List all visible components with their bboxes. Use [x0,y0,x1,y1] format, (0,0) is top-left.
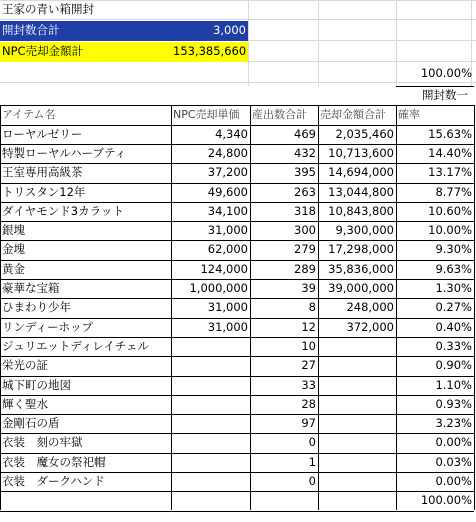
sale-total-cell[interactable]: 10,713,600 [328,145,394,160]
sale-total-cell[interactable] [318,453,396,472]
output-count-cell[interactable]: 0 [308,435,316,450]
table-row [0,221,476,240]
item-name-cell[interactable]: 王室専用高級茶 [2,165,83,180]
title-row [0,0,476,19]
npc-price-cell[interactable]: 31,000 [207,319,248,334]
output-count-cell[interactable]: 0 [308,474,316,488]
item-name-cell[interactable]: 金剛石の盾 [2,416,60,431]
output-count-cell[interactable]: 395 [294,165,316,180]
rate-cell[interactable]: 9.63% [435,261,472,276]
sale-total-cell[interactable] [318,395,396,414]
sale-total-cell[interactable] [318,433,396,452]
rate-cell[interactable]: 9.30% [435,242,472,257]
item-name-cell[interactable]: ローヤルゼリー [2,126,83,141]
header-rate[interactable]: 確率 [398,108,420,122]
summary-open-count-row [0,21,476,41]
row-divider [0,511,474,512]
table-row [0,144,476,163]
row-divider [0,453,474,454]
table-row [0,202,476,221]
row-divider [0,472,474,473]
open-count-value[interactable]: 3,000 [171,21,248,41]
output-count-cell[interactable]: 279 [294,242,316,257]
rate-cell[interactable]: 8.77% [435,184,472,199]
column-divider [171,105,172,510]
output-count-cell[interactable]: 33 [301,377,316,392]
table-row [0,414,476,433]
rate-cell[interactable]: 0.40% [435,319,472,334]
row-divider [0,395,474,396]
npc-price-cell[interactable]: 31,000 [207,300,248,315]
npc-price-cell[interactable] [171,337,250,356]
row-divider [0,240,474,241]
rate-cell[interactable]: 0.93% [435,396,472,411]
sale-total-cell[interactable]: 14,694,000 [328,165,394,180]
npc-price-cell[interactable] [171,414,250,433]
output-count-cell[interactable]: 28 [301,396,316,411]
npc-price-cell[interactable]: 62,000 [207,242,248,257]
summary-npc-total-row [0,42,476,62]
row-divider [0,414,474,415]
item-name-cell[interactable]: 輝く聖水 [2,396,48,411]
item-name-cell[interactable]: 城下町の地図 [2,377,71,392]
rate-cell[interactable]: 1.10% [435,377,472,392]
rate-cell[interactable]: 13.17% [428,165,472,180]
table-row [0,356,476,375]
bottom-percent-row [0,491,476,510]
npc-price-cell[interactable]: 1,000,000 [189,281,248,295]
row-divider [0,183,474,184]
sale-total-cell[interactable]: 372,000 [346,319,394,334]
row-divider [0,376,474,377]
rate-cell[interactable]: 0.00% [435,474,472,488]
output-count-cell[interactable]: 12 [301,319,316,334]
row-divider [0,491,474,492]
column-divider [396,105,397,510]
npc-price-cell[interactable] [171,433,250,452]
rate-cell[interactable]: 10.00% [428,223,472,238]
table-row [0,183,476,202]
row-divider [0,318,474,319]
rate-cell[interactable]: 3.23% [435,416,472,431]
sale-total-cell[interactable] [318,337,396,356]
item-name-cell[interactable]: ひまわり少年 [2,300,71,315]
item-table [0,86,476,522]
row-divider [0,125,474,126]
column-divider [474,105,475,510]
table-row [0,125,476,144]
column-divider [318,105,319,510]
output-count-cell[interactable]: 97 [301,416,316,431]
top-percent-row [0,64,476,84]
npc-price-cell[interactable] [171,453,250,472]
row-divider [0,433,474,434]
rate-cell[interactable]: 10.60% [428,203,472,218]
row-divider [0,356,474,357]
npc-price-cell[interactable] [171,376,250,395]
item-name-cell[interactable]: 特製ローヤルハーブティ [2,145,127,160]
npc-price-cell[interactable]: 4,340 [215,126,248,141]
npc-price-cell[interactable] [171,395,250,414]
header-sale-total[interactable]: 売却金額合計 [320,108,386,122]
open-count-label[interactable]: 開封数合計 [0,21,171,41]
header-npc-price[interactable]: NPC売却単価 [173,108,240,122]
top-percent[interactable]: 100.00% [420,66,472,80]
output-count-cell[interactable]: 27 [301,358,316,373]
output-count-cell[interactable]: 289 [294,261,316,276]
table-row [0,279,476,298]
rate-cell[interactable]: 0.00% [435,435,472,450]
npc-price-cell[interactable]: 31,000 [207,223,248,238]
output-count-cell[interactable]: 263 [294,184,316,199]
rate-cell[interactable]: 0.90% [435,358,472,373]
sale-total-cell[interactable]: 2,035,460 [335,126,394,141]
item-name-cell[interactable]: トリスタン12年 [2,184,86,199]
npc-price-cell[interactable]: 49,600 [207,184,248,199]
open-count-per-row [0,86,476,105]
table-row [0,472,476,491]
npc-price-cell[interactable]: 37,200 [207,165,248,180]
item-name-cell[interactable]: 銀塊 [2,223,25,238]
row-divider [0,202,474,203]
sale-total-cell[interactable]: 35,836,000 [328,261,394,276]
item-name-cell[interactable]: 衣装 魔女の祭祀帽 [2,454,106,469]
table-row [0,240,476,259]
sale-total-cell[interactable]: 10,843,800 [328,203,394,218]
output-count-cell[interactable]: 1 [308,454,316,469]
npc-price-cell[interactable] [171,356,250,375]
row-divider [0,279,474,280]
output-count-cell[interactable]: 39 [301,281,316,295]
rate-cell[interactable]: 0.03% [435,454,472,469]
sale-total-cell[interactable] [318,356,396,375]
item-name-cell[interactable]: 栄光の証 [2,358,48,373]
output-count-cell[interactable]: 300 [294,223,316,238]
open-count-per-label[interactable]: 開封数一 [422,88,468,102]
row-divider [0,105,474,106]
row-divider [0,163,474,164]
npc-price-cell[interactable] [171,472,250,491]
table-row [0,337,476,356]
row-divider [0,260,474,261]
table-row [0,260,476,279]
sale-total-cell[interactable]: 39,000,000 [328,281,394,295]
sale-total-cell[interactable]: 17,298,000 [328,242,394,257]
npc-total-label[interactable]: NPC売却金額計 [0,42,171,62]
table-row [0,395,476,414]
header-item-name[interactable]: アイテム名 [2,108,56,122]
rate-cell[interactable]: 0.27% [435,300,472,315]
output-count-cell[interactable]: 8 [308,300,316,315]
rate-cell[interactable]: 1.30% [435,281,472,295]
table-row [0,318,476,337]
table-row [0,433,476,452]
table-row [0,453,476,472]
row-divider [0,298,474,299]
output-count-cell[interactable]: 432 [294,145,316,160]
rate-cell[interactable]: 14.40% [428,145,472,160]
item-name-cell[interactable]: 黄金 [2,261,25,276]
item-name-cell[interactable]: 豪華な宝箱 [2,281,60,295]
table-left-border [0,105,1,510]
sale-total-cell[interactable]: 9,300,000 [335,223,394,238]
row-divider [0,144,474,145]
header-row [0,105,476,124]
sale-total-cell[interactable] [318,472,396,491]
npc-total-value[interactable]: 153,385,660 [171,42,248,62]
output-count-cell[interactable]: 469 [294,126,316,141]
rate-cell[interactable]: 0.33% [435,338,472,353]
sheet-title[interactable]: 王家の青い箱開封 [2,2,94,16]
item-name-cell[interactable]: 衣装 刻の牢獄 [2,435,83,450]
output-count-cell[interactable]: 10 [301,338,316,353]
npc-price-cell[interactable]: 124,000 [200,261,248,276]
item-name-cell[interactable]: 金塊 [2,242,25,257]
sale-total-cell[interactable] [318,376,396,395]
item-name-cell[interactable]: ダイヤモンド3カラット [2,203,124,218]
table-row [0,163,476,182]
sale-total-cell[interactable]: 248,000 [346,300,394,315]
rate-cell[interactable]: 15.63% [428,126,472,141]
npc-price-cell[interactable]: 34,100 [207,203,248,218]
sale-total-cell[interactable] [318,414,396,433]
item-name-cell[interactable]: リンディーホップ [2,319,94,334]
row-divider [0,221,474,222]
bottom-percent[interactable]: 100.00% [420,493,472,508]
table-row [0,298,476,317]
header-output-count[interactable]: 産出数合計 [252,108,307,122]
output-count-cell[interactable]: 318 [294,203,316,218]
table-row [0,376,476,395]
sale-total-cell[interactable]: 13,044,800 [328,184,394,199]
percent-box-top [396,86,474,87]
item-name-cell[interactable]: 衣装 ダークハンド [2,474,105,488]
column-divider [250,105,251,510]
item-name-cell[interactable]: ジュリエットディレイチェル [2,338,149,353]
row-divider [0,337,474,338]
npc-price-cell[interactable]: 24,800 [207,145,248,160]
